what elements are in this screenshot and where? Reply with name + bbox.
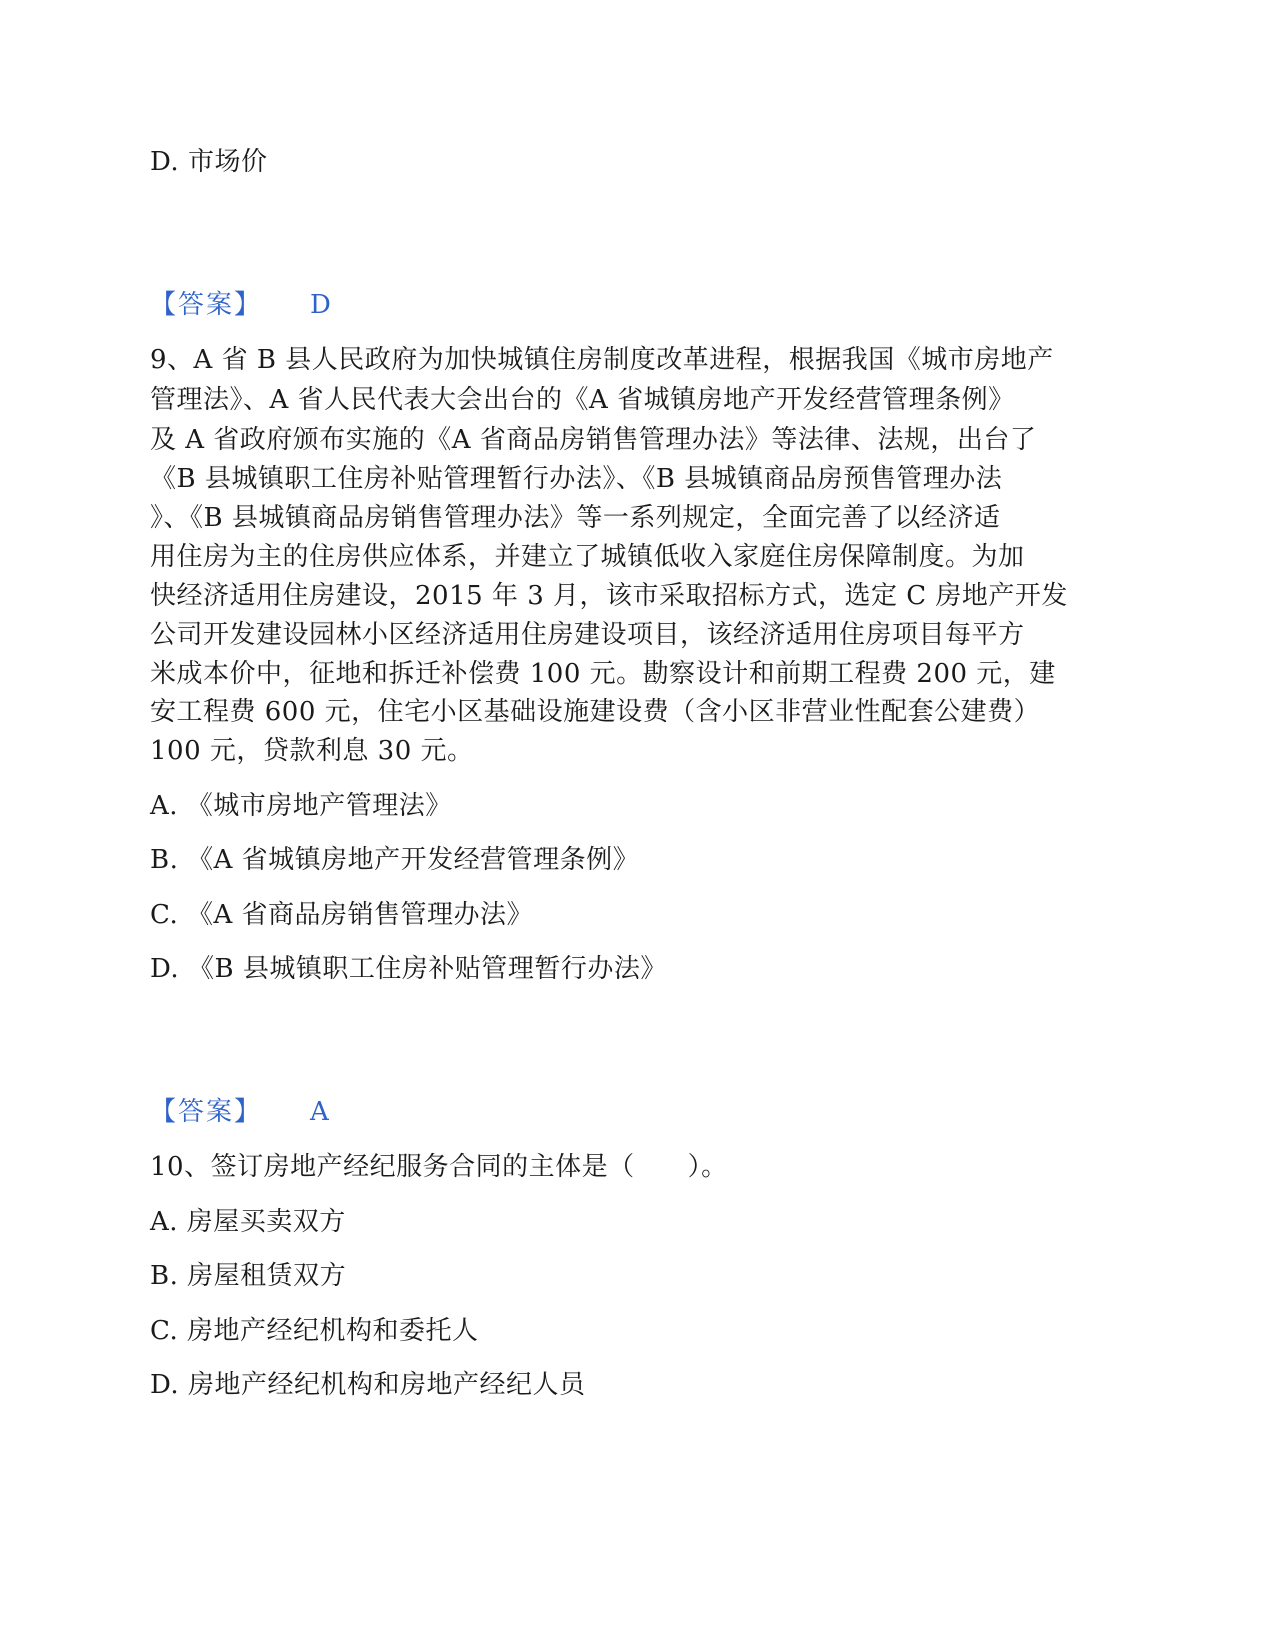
answer-value: A	[310, 1097, 329, 1127]
q9-stem-line: 100 元，贷款利息 30 元。	[150, 736, 474, 766]
q9-answer	[150, 1097, 329, 1127]
q10-option-c: C. 房地产经纪机构和委托人	[150, 1316, 479, 1346]
q9-option-d: D. 《B 县城镇职工住房补贴管理暂行办法》	[150, 954, 667, 984]
q9-stem-line: 快经济适用住房建设，2015 年 3 月，该市采取招标方式，选定 C 房地产开发	[150, 581, 1068, 611]
answer-value: D	[310, 290, 331, 320]
q8-answer	[150, 290, 331, 320]
q9-stem-line: 用住房为主的住房供应体系，并建立了城镇低收入家庭住房保障制度。为加	[150, 542, 1025, 572]
q9-stem-line: 管理法》、A 省人民代表大会出台的《A 省城镇房地产开发经营管理条例》	[150, 385, 1015, 415]
q9-stem-line: 安工程费 600 元，住宅小区基础设施建设费（含小区非营业性配套公建费）	[150, 697, 1041, 727]
q10-stem: 10、签订房地产经纪服务合同的主体是（ ）。	[150, 1152, 728, 1182]
q9-stem-line: 公司开发建设园林小区经济适用住房建设项目，该经济适用住房项目每平方	[150, 620, 1025, 650]
q8-option-d: D. 市场价	[150, 147, 268, 177]
q9-stem-line: 及 A 省政府颁布实施的《A 省商品房销售管理办法》等法律、法规，出台了	[150, 425, 1037, 455]
q9-stem-line: 《B 县城镇职工住房补贴管理暂行办法》、《B 县城镇商品房预售管理办法	[150, 464, 1003, 494]
q10-option-a: A. 房屋买卖双方	[150, 1207, 346, 1237]
answer-label: 【答案】	[150, 290, 263, 320]
q9-stem-line: 9、A 省 B 县人民政府为加快城镇住房制度改革进程，根据我国《城市房地产	[150, 345, 1054, 375]
q9-stem-line: 米成本价中，征地和拆迁补偿费 100 元。勘察设计和前期工程费 200 元，建	[150, 659, 1056, 689]
q10-option-b: B. 房屋租赁双方	[150, 1261, 347, 1291]
q10-option-d: D. 房地产经纪机构和房地产经纪人员	[150, 1370, 586, 1400]
q9-option-c: C. 《A 省商品房销售管理办法》	[150, 900, 534, 930]
answer-label: 【答案】	[150, 1097, 263, 1127]
q9-option-a: A. 《城市房地产管理法》	[150, 791, 452, 821]
q9-stem-line: 》、《B 县城镇商品房销售管理办法》等一系列规定，全面完善了以经济适	[150, 503, 1001, 533]
q9-option-b: B. 《A 省城镇房地产开发经营管理条例》	[150, 845, 640, 875]
